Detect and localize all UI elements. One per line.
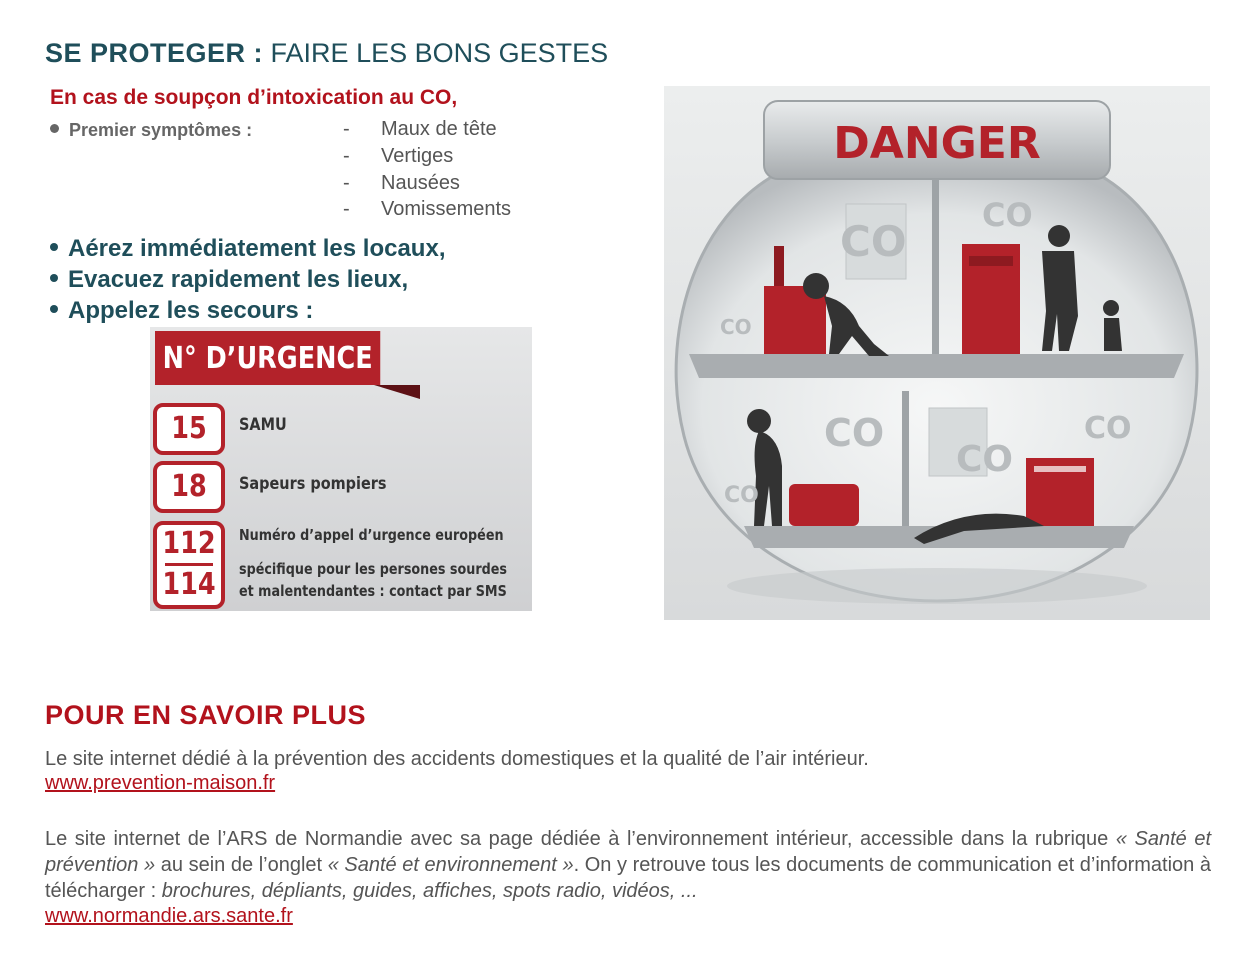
co-label: CO: [982, 196, 1033, 234]
number-text: 112: [162, 526, 216, 561]
page-title-rest: FAIRE LES BONS GESTES: [270, 38, 609, 68]
emergency-label: SAMU: [239, 415, 287, 435]
emergency-number-15: [153, 403, 225, 455]
co-label: CO: [840, 217, 907, 266]
co-label: CO: [1084, 411, 1132, 446]
co-label: CO: [724, 483, 759, 508]
symptom-item: [343, 172, 460, 195]
more-info-para2: [45, 826, 1211, 904]
symptom-text: Nausées: [381, 172, 460, 194]
divider: [902, 391, 909, 546]
action-text: Evacuez rapidement les lieux,: [68, 266, 409, 293]
number-text: 114: [162, 567, 216, 602]
intro-text: En cas de soupçon d’intoxication au CO,: [50, 86, 458, 109]
more-info-title: POUR EN SAVOIR PLUS: [45, 700, 367, 730]
danger-jar-svg: [664, 86, 1210, 620]
co-label: CO: [956, 439, 1014, 480]
page-title: [45, 38, 608, 69]
symptom-item: [343, 118, 497, 141]
co-label: CO: [720, 315, 752, 339]
symptom-text: Maux de tête: [381, 118, 497, 140]
symptom-text: Vertiges: [381, 145, 454, 167]
bullet-icon: [50, 243, 58, 251]
symptoms-label-text: Premier symptômes :: [69, 120, 253, 140]
emergency-number-18: [153, 461, 225, 513]
dash-icon: -: [343, 145, 350, 167]
page-title-bold: SE PROTEGER :: [45, 38, 264, 68]
action-item: [50, 266, 408, 294]
emergency-panel-title: N° D’URGENCE: [155, 331, 380, 385]
dash-icon: -: [343, 118, 350, 140]
divider: [932, 179, 939, 354]
para-text-italic: « Santé et environnement »: [327, 854, 574, 876]
symptoms-label: [50, 120, 252, 141]
generator-icon: [789, 484, 859, 526]
dash-icon: -: [343, 172, 350, 194]
prevention-maison-link[interactable]: www.prevention-maison.fr: [45, 772, 276, 794]
ars-normandie-link[interactable]: www.normandie.ars.sante.fr: [45, 905, 293, 927]
action-text: Aérez immédiatement les locaux,: [68, 235, 446, 262]
para-text: Le site internet de l’ARS de Normandie avec sa page dédiée à l’environnement intérieur, accessible dans la rubrique: [45, 828, 1116, 850]
para-text-italic: brochures, dépliants, guides, affiches, spots radio, vidéos, ...: [161, 880, 698, 902]
more-info-para1: Le site internet dédié à la prévention des accidents domestiques et la qualité de l’air intérieur.: [45, 748, 869, 770]
action-item: [50, 235, 445, 263]
jar-shadow: [727, 568, 1147, 604]
danger-label: DANGER: [833, 118, 1041, 169]
bullet-icon: [50, 305, 58, 313]
emergency-label: Sapeurs pompiers: [239, 474, 387, 494]
symptom-text: Vomissements: [381, 198, 512, 220]
emergency-label: et malentendantes : contact par SMS: [239, 582, 507, 600]
danger-co-illustration: [664, 86, 1210, 620]
symptom-item: [343, 145, 453, 168]
co-label: CO: [824, 411, 885, 455]
bullet-icon: [50, 274, 58, 282]
emergency-label: Numéro d’appel d’urgence européen: [239, 526, 504, 544]
para-text: . On y retrouve tous les documents de communication et d’information à télécharger :: [45, 854, 1212, 902]
number-text: 15: [171, 411, 207, 446]
emergency-numbers-panel: [150, 327, 532, 611]
bullet-icon: [50, 124, 59, 133]
symptom-item: [343, 198, 511, 221]
emergency-label: spécifique pour les persones sourdes: [239, 560, 508, 578]
shelf: [689, 354, 1184, 378]
para-text-italic: « Santé et prévention »: [45, 828, 1212, 876]
emergency-number-112-114: [153, 521, 225, 609]
dash-icon: -: [343, 198, 350, 220]
number-text: 18: [171, 469, 207, 504]
ribbon-fold: [374, 385, 420, 399]
para-text: au sein de l’onglet: [155, 854, 328, 876]
action-text: Appelez les secours :: [68, 297, 314, 324]
action-item: [50, 297, 313, 325]
